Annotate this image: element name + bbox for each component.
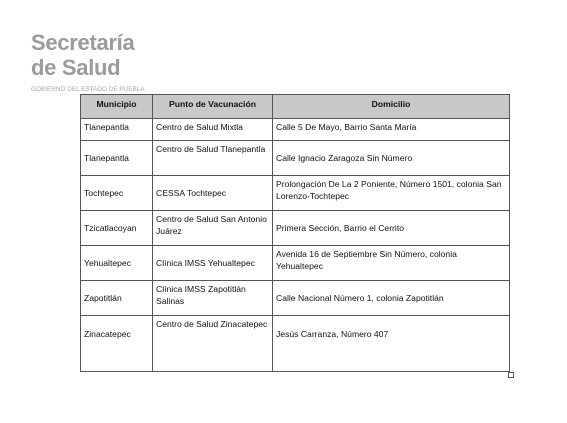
cell-punto: Clínica IMSS Yehualtepec	[153, 246, 273, 281]
header-municipio: Municipio	[81, 95, 153, 119]
logo-subtitle: GOBIERNO DEL ESTADO DE PUEBLA	[31, 86, 145, 93]
cell-punto: CESSA Tochtepec	[153, 176, 273, 211]
cell-punto: Centro de Salud Tlanepantla	[153, 141, 273, 176]
cell-municipio: Tlanepantla	[81, 141, 153, 176]
cell-punto: Centro de Salud Zinacatepec	[153, 316, 273, 372]
table-row	[81, 176, 510, 211]
secretaria-de-salud-logo	[31, 30, 145, 93]
table-row	[81, 211, 510, 246]
table-row	[81, 316, 510, 372]
table-row	[81, 141, 510, 176]
header-punto-de-vacunacion: Punto de Vacunación	[153, 95, 273, 119]
cell-municipio: Tochtepec	[81, 176, 153, 211]
logo-line-2: de Salud	[31, 55, 121, 80]
cell-domicilio: Prolongación De La 2 Poniente, Número 1501, colonia San Lorenzo-Tochtepec	[273, 176, 510, 211]
cell-domicilio: Jesús Carranza, Número 407	[273, 316, 510, 372]
cell-domicilio: Avenida 16 de Septiembre Sin Número, colonia Yehualtepec	[273, 246, 510, 281]
table-row	[81, 246, 510, 281]
table-row	[81, 119, 510, 141]
header-domicilio: Domicilio	[273, 95, 510, 119]
cell-municipio: Zapotitlán	[81, 281, 153, 316]
cell-domicilio: Primera Sección, Barrio el Cerrito	[273, 211, 510, 246]
cell-domicilio: Calle Nacional Número 1, colonia Zapotitlán	[273, 281, 510, 316]
vaccination-points-table	[80, 94, 510, 372]
cell-domicilio: Calle Ignacio Zaragoza Sin Número	[273, 141, 510, 176]
cell-domicilio: Calle 5 De Mayo, Barrio Santa María	[273, 119, 510, 141]
table-row	[81, 281, 510, 316]
cell-municipio: Zinacatepec	[81, 316, 153, 372]
table-header-row	[81, 95, 510, 119]
cell-municipio: Tzicatlacoyan	[81, 211, 153, 246]
logo-line-1: Secretaría	[31, 30, 135, 55]
cell-punto: Centro de Salud San Antonio Juárez	[153, 211, 273, 246]
cell-municipio: Yehualtepec	[81, 246, 153, 281]
cell-punto: Centro de Salud Mixtla	[153, 119, 273, 141]
cell-municipio: Tlanepantla	[81, 119, 153, 141]
cell-punto: Clínica IMSS Zapotitlán Salinas	[153, 281, 273, 316]
table-resize-handle[interactable]	[508, 372, 514, 378]
